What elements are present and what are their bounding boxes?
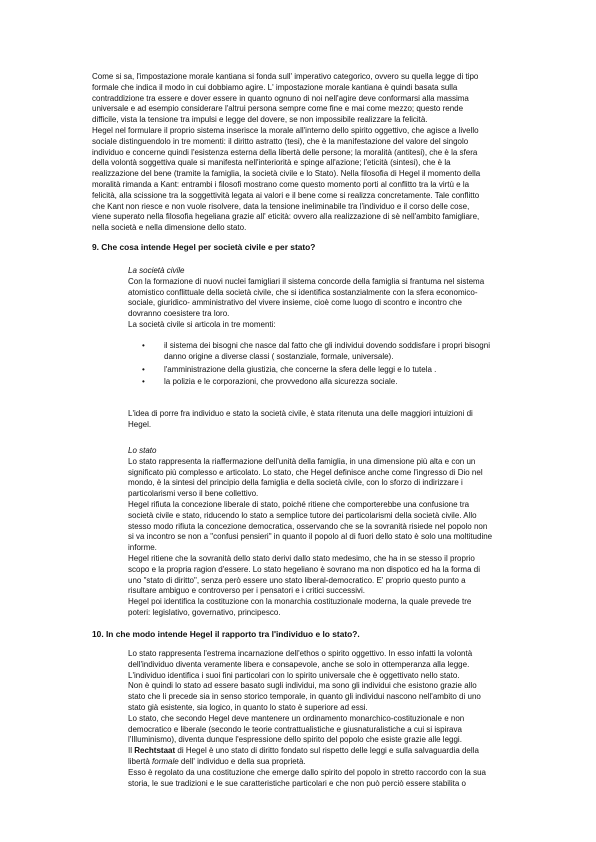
- list-item: [128, 377, 520, 388]
- rechtstaat-paragraph: [128, 746, 520, 768]
- bullet-icon: •: [142, 341, 145, 350]
- stato-text: Lo stato rappresenta la riaffermazione dell'unità della famiglia, in una dimensione più alta e con un significato più complesso e articolato. Lo stato, che Hegel definisce anche come l'ingresso di Dio nel mondo, è la sintesi del principio della famiglia e della società civile, con lo sforzo di indirizzare i particolarismi verso il bene collettivo. Hegel rifiuta la concezione liberale di stato, poiché ritiene che comporterebbe una confusione tra società civile e stato, riducendo lo stato a semplice tutore dei particolarismi della società civile. Allo stesso modo rifiuta la concezione democratica, osservando che se la sovranità risiede nel popolo non si va incontro se non a "confusi pensieri" in quanto il popolo al di fuori dello stato è solo una moltitudine informe. Hegel ritiene che la sovranità dello stato derivi dallo stato medesimo, che ha in se stesso il proprio scopo e la propria ragion d'essere. Lo stato hegeliano è sovrano ma non dispotico ed ha la forma di uno "stato di diritto", senza però essere uno stato liberal-democratico. E' proprio questo punto a risultare ambiguo e controverso per i pensatori e i critici successivi. Hegel poi identifica la costituzione con la monarchia costituzionale moderna, la quale prevede tre poteri: legislativo, governativo, principesco.: [128, 456, 493, 617]
- rechtstaat-mid: di Hegel è uno stato di diritto fondato sul rispetto delle leggi e sulla salvaguardia della libertà: [128, 746, 479, 766]
- intro-paragraph: Come si sa, l'impostazione morale kantiana si fonda sull' imperativo categorico, ovvero su quella legge di tipo formale che indica il modo in cui dobbiamo agire. L' impostazione morale kantiana è quindi basata sulla contraddizione tra essere e dover essere in quanto ognuno di noi nell'agire deve conformarsi alla massima universale e ad esempio considerare l'altrui persona sempre come fine e mai come mezzo; questo rende difficile, vista la tensione tra impulsi e legge del dovere, se non impossibile realizzare la felicità. Hegel nel formulare il proprio sistema inserisce la morale all'interno dello spirito oggettivo, che agisce a livello sociale distinguendolo in tre momenti: il diritto astratto (tesi), che è la manifestazione del valore del singolo individuo e concerne quindi l'esistenza esterna della libertà delle persone; la moralità (antitesi), che è la sfera della volontà soggettiva quale si manifesta nell'interiorità e spinge all'azione; l'eticità (sintesi), che è la realizzazione del bene (tramite la famiglia, la società civile e lo Stato). Nella filosofia di Hegel il momento della moralità rimanda a Kant: entrambi i filosofi mostrano come questo momento porti al conflitto tra la virtù e la felicità, alla scissione tra la soggettività legata ai valori e il bene come si realizza concretamente. Tale conflitto che Kant non riesce e non vuole risolvere, data la tensione ineliminabile tra l'individuo e il corso delle cose, viene superato nella filosofia hegeliana grazie all' eticità: ovvero alla realizzazione di sè nell'ambito famigliare, nella società e nella dimensione dello stato.: [92, 72, 481, 233]
- bullet-icon: •: [142, 364, 145, 374]
- list-item-text: il sistema dei bisogni che nasce dal fatto che gli individui dovendo soddisfare i propri bisogni danno origine a diverse classi ( sostanziale, formale, universale).: [164, 341, 490, 361]
- idea-paragraph: L'idea di porre fra individuo e stato la società civile, è stata ritenuta una delle maggiori intuizioni di Hegel.: [128, 409, 473, 429]
- societa-civile-text: Con la formazione di nuovi nuclei famigliari il sistema concorde della famiglia si frantuma nel sistema atomistico conflittuale della società civile, che si identifica sostanzialmente con la sfera economico- sociale, giuridico- amministrativo del vivere insieme, cioè come luogo di scontro e incontro che dovranno coesistere tra loro. La società civile si articola in tre momenti:: [128, 276, 485, 329]
- rapporto-text-c: Esso è regolato da una costituzione che emerge dallo spirito del popolo in stretto raccordo con la sua storia, le sue tradizioni e le sue caratteristiche particolari e che non può perciò essere stabilita o: [128, 767, 486, 788]
- question-9-heading: 9. Che cosa intende Hegel per società civile e per stato?: [92, 242, 316, 252]
- societa-civile-title: La società civile: [128, 266, 185, 275]
- bullet-icon: •: [142, 377, 145, 387]
- rechtstaat-pre: Il: [128, 746, 135, 756]
- list-item-text: la polizia e le corporazioni, che provvedono alla sicurezza sociale.: [164, 377, 398, 387]
- societa-civile-section: [128, 266, 520, 331]
- stato-title: Lo stato: [128, 446, 157, 455]
- rechtstaat-term: Rechtstaat: [134, 746, 176, 756]
- societa-civile-moments-list: [128, 341, 520, 390]
- list-item: [128, 365, 520, 376]
- rapporto-text-a: Lo stato rappresenta l'estrema incarnazione dell'ethos o spirito oggettivo. In esso infatti la volontà dell'individuo diventa veramente libera e consapevole, anche se solo in ottemperanza alla legge. L'individuo identifica i suoi fini particolari con lo spirito universale che è oggettivato nello stato. Non è quindi lo stato ad essere basato sugli individui, ma sono gli individui che esistono grazie allo stato che li precede sia in senso storico temporale, in quanto gli individui nascono nell'ambito di uno stato già esistente, sia logico, in quanto lo stato è superiore ad essi. Lo stato, che secondo Hegel deve mantenere un ordinamento monarchico-costituzionale e non democratico e liberale (secondo le teorie contrattualistiche e giusnaturalistiche a cui si ispirava l'Illuminismo), diventa dunque l'espressione dello spirito del popolo che esiste grazie alle leggi.: [128, 649, 481, 745]
- list-item-text: l'amministrazione della giustizia, che concerne la sfera delle leggi e lo tutela .: [164, 364, 437, 374]
- stato-section: [128, 446, 520, 619]
- rapporto-section: [128, 649, 520, 789]
- formale-term: formale: [152, 756, 179, 766]
- rechtstaat-post: dell' individuo e della sua proprietà.: [178, 756, 306, 766]
- list-item: [128, 341, 520, 363]
- question-10-heading: 10. In che modo intende Hegel il rapporto tra l'individuo e lo stato?.: [92, 629, 360, 639]
